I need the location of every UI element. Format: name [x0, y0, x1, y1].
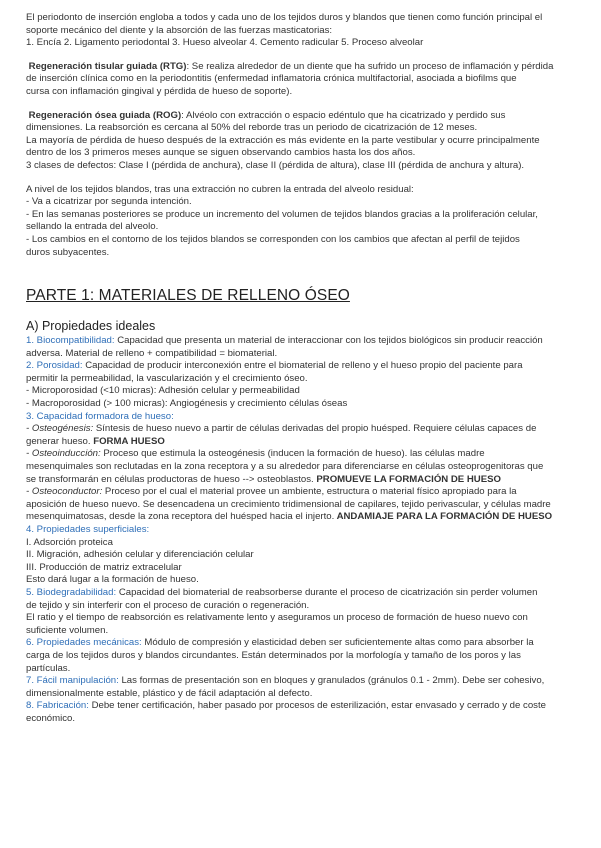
- property-1: 1. Biocompatibilidad: Capacidad que presenta un material de interaccionar con los tejidos biológicos sin producir reacción: [26, 335, 543, 347]
- property-8: 8. Fabricación: Debe tener certificación, haber pasado por procesos de esterilización, estar envasado y cerrado y de coste: [26, 700, 546, 712]
- intro-line: soporte mecánico del diente y la absorción de las fuerzas masticatorias:: [26, 24, 333, 36]
- property-text: generar hueso. FORMA HUESO: [26, 435, 165, 447]
- soft-line: - Va a cicatrizar por segunda intención.: [26, 196, 192, 208]
- emphasis: PROMUEVE LA FORMACIÓN DE HUESO: [313, 473, 501, 485]
- rtg-text: : Se realiza alrededor de un diente que ha sufrido un proceso de inflamación y pérdida: [186, 60, 554, 72]
- property-7: 7. Fácil manipulación: Las formas de presentación son en bloques y granulados (gránulos 0.1 - 2mm). Debe ser cohesivo,: [26, 675, 545, 687]
- emphasis: FORMA HUESO: [90, 435, 165, 447]
- property-label: 6. Propiedades mecánicas:: [26, 637, 142, 649]
- soft-line: sellando la entrada del alveolo.: [26, 221, 159, 233]
- property-label: 8. Fabricación:: [26, 700, 89, 712]
- rog-line: dimensiones. La reabsorción es cercana al 50% del reborde tras un periodo de cicatrización de 12 meses.: [26, 122, 478, 134]
- rtg-line: de inserción clínica como en la periodontitis (enfermedad inflamatoria crónica multifactorial, asociada a biofilms que: [26, 73, 517, 85]
- property-text: suficiente volumen.: [26, 624, 109, 636]
- property-5: 5. Biodegradabilidad: Capacidad del biomaterial de reabsorberse durante el proceso de cicatrización sin perder volumen: [26, 586, 538, 598]
- property-label: 2. Porosidad:: [26, 360, 83, 372]
- property-text: mesenquimatosas, desde la zona receptora del huésped hacia el injerto. ANDAMIAJE PARA LA FORMACIÓN DE HUESO: [26, 511, 553, 523]
- property-subitem: III. Producción de matriz extracelular: [26, 561, 182, 573]
- property-text: de tejido y sin interferir con el proceso de curación o regeneración.: [26, 599, 310, 611]
- rtg-title: Regeneración tisular guiada (RTG): [28, 60, 187, 72]
- soft-line: - Los cambios en el contorno de los tejidos blandos se corresponden con los cambios que afectan al perfil de tejidos: [26, 233, 520, 245]
- subsection-title: A) Propiedades ideales: [26, 319, 156, 334]
- section-title: PARTE 1: MATERIALES DE RELLENO ÓSEO: [26, 287, 350, 305]
- property-subitem: - Microporosidad (<10 micras): Adhesión celular y permeabilidad: [26, 385, 300, 397]
- property-text: Esto dará lugar a la formación de hueso.: [26, 574, 199, 586]
- property-label: 1. Biocompatibilidad:: [26, 335, 115, 347]
- property-3c: - Osteoconductor: Proceso por el cual el material provee un ambiente, estructura o material físico apropiado para la: [26, 486, 517, 498]
- property-3b: - Osteoinducción: Proceso que estimula la osteogénesis (inducen la formación de hueso). las células madre: [26, 448, 485, 460]
- soft-line: duros subyacentes.: [26, 246, 110, 258]
- intro-paragraph: [26, 12, 575, 50]
- property-text: económico.: [26, 712, 76, 724]
- soft-tissue-paragraph: [26, 184, 575, 260]
- property-text: El ratio y el tiempo de reabsorción es relativamente lento y aseguramos un proceso de formación de hueso nuevo con: [26, 612, 528, 624]
- property-3-label: 3. Capacidad formadora de hueso:: [26, 410, 174, 422]
- property-3a: - Osteogénesis: Síntesis de hueso nuevo a partir de células derivadas del propio huésped. Requiere células capaces de: [26, 423, 537, 435]
- property-subitem: - Macroporosidad (> 100 micras): Angiogénesis y crecimiento células óseas: [26, 398, 348, 410]
- term: - Osteoinducción:: [26, 448, 101, 460]
- property-text: carga de los tejidos duros y blandos circundantes. Están determinados por la morfología y tamaño de los poros y las: [26, 649, 521, 661]
- property-text: partículas.: [26, 662, 71, 674]
- soft-line: A nivel de los tejidos blandos, tras una extracción no cubren la entrada del alveolo residual:: [26, 183, 414, 195]
- properties-list: [26, 335, 575, 725]
- intro-line: El periodonto de inserción engloba a todos y cada uno de los tejidos duros y blandos que tienen como función principal el: [26, 12, 543, 23]
- rog-paragraph: [26, 110, 575, 173]
- property-6: 6. Propiedades mecánicas: Módulo de compresión y elasticidad deben ser suficientemente altas como para absorber la: [26, 637, 534, 649]
- term: - Osteogénesis:: [26, 423, 94, 435]
- rtg-paragraph: [26, 61, 575, 99]
- property-text: dimensionalmente estable, plástico y de fácil adaptación al defecto.: [26, 687, 313, 699]
- rog-line: La mayoría de pérdida de hueso después de la extracción es más evidente en la parte vestibular y ocurre principalmente: [26, 134, 540, 146]
- emphasis: ANDAMIAJE PARA LA FORMACIÓN DE HUESO: [334, 511, 553, 523]
- property-text: adversa. Material de relleno + compatibilidad = biomaterial.: [26, 347, 278, 359]
- property-text: mesenquimales son reclutadas en la zona receptora y a su alrededor para diferenciarse en células osteoprogenitoras que: [26, 461, 544, 473]
- property-text: aposición de hueso nuevo. Se desencadena un crecimiento tridimensional de capilares, tejido perivascular, y células madre: [26, 498, 551, 510]
- rog-line: 3 clases de defectos: Clase I (pérdida de anchura), clase II (pérdida de altura), clase III (pérdida de anchura y altura).: [26, 159, 525, 171]
- rog-title: Regeneración ósea guiada (ROG): [28, 109, 182, 121]
- rtg-line: cursa con inflamación gingival y pérdida de hueso de soporte).: [26, 85, 293, 97]
- property-label: 7. Fácil manipulación:: [26, 675, 119, 687]
- rog-text: : Alvéolo con extracción o espacio edéntulo que ha cicatrizado y perdido sus: [181, 109, 506, 121]
- property-4-label: 4. Propiedades superficiales:: [26, 524, 150, 535]
- rog-line: dentro de los 3 primeros meses aunque se siguen observando cambios hasta los dos años.: [26, 147, 416, 159]
- property-text: se transformarán en células productoras de hueso --> osteoblastos. PROMUEVE LA FORMACIÓN DE HUESO: [26, 473, 501, 485]
- property-label: 5. Biodegradabilidad:: [26, 586, 117, 598]
- property-subitem: I. Adsorción proteica: [26, 536, 113, 548]
- intro-list: 1. Encía 2. Ligamento periodontal 3. Hueso alveolar 4. Cemento radicular 5. Proceso alveolar: [26, 37, 424, 49]
- property-2: 2. Porosidad: Capacidad de producir interconexión entre el biomaterial de relleno y el hueso propio del paciente para: [26, 360, 523, 372]
- term: - Osteoconductor:: [26, 486, 103, 498]
- property-text: permitir la permeabilidad, la vascularización y el crecimiento óseo.: [26, 372, 308, 384]
- soft-line: - En las semanas posteriores se produce un incremento del volumen de tejidos blandos gracias a la proliferación celular,: [26, 208, 538, 220]
- property-subitem: II. Migración, adhesión celular y diferenciación celular: [26, 549, 254, 561]
